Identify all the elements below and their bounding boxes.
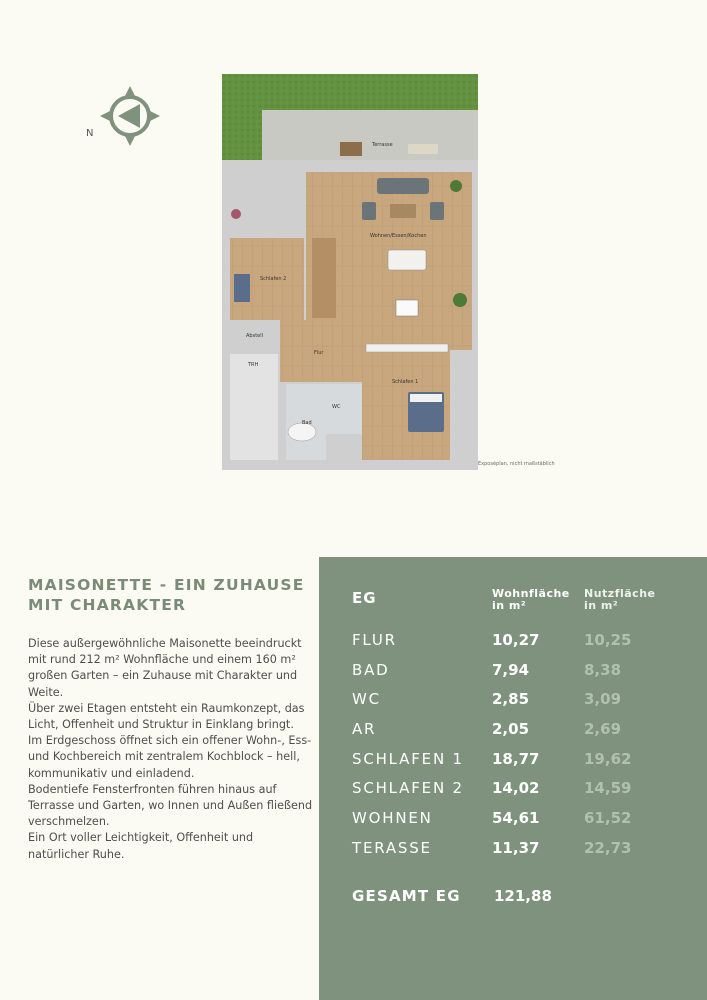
stairwell xyxy=(230,354,278,460)
room-name: TERASSE xyxy=(352,838,432,857)
floor-plan xyxy=(222,74,488,470)
description-paragraph: Ein Ort voller Leichtigkeit, Offenheit und natürlicher Ruhe. xyxy=(28,831,254,861)
floor-label: EG xyxy=(352,589,377,607)
nutzflaeche-value: 10,25 xyxy=(584,631,632,649)
room-name: AR xyxy=(352,720,377,739)
wohnflaeche-value: 14,02 xyxy=(492,779,540,798)
column-header-nutzflaeche: Nutzfläche in m² xyxy=(584,587,656,612)
nutzflaeche-value: 8,38 xyxy=(584,660,622,679)
nutzflaeche-value: 14,59 xyxy=(584,779,632,798)
area-table xyxy=(352,631,692,869)
area-table-panel xyxy=(319,557,707,1000)
table-row xyxy=(352,631,692,661)
room-label-wc: WC xyxy=(332,404,341,410)
room-label-bad: Bad xyxy=(302,420,312,426)
wohnflaeche-value: 10,27 xyxy=(492,631,540,649)
room-name: SCHLAFEN 1 xyxy=(352,749,464,768)
description-paragraph: Bodentiefe Fensterfronten führen hinaus auf Terrasse und Garten, wo Innen und Außen fließend verschmelzen. xyxy=(28,782,313,829)
nutzflaeche-value: 61,52 xyxy=(584,809,632,828)
table-row xyxy=(352,661,692,691)
room-name: BAD xyxy=(352,660,390,679)
room-name: SCHLAFEN 2 xyxy=(352,779,464,798)
staircase xyxy=(312,238,336,318)
nutzflaeche-value: 22,73 xyxy=(584,838,632,857)
room-label-terrasse: Terrasse xyxy=(372,142,393,148)
room-name: WOHNEN xyxy=(352,809,433,828)
description xyxy=(28,636,313,863)
room-label-schlafen2: Schlafen 2 xyxy=(260,276,287,282)
table-row xyxy=(352,779,692,809)
room-label-wohnen: Wohnen/Essen/Kochen xyxy=(370,233,427,239)
wohnflaeche-value: 2,05 xyxy=(492,720,530,739)
column-header-wohnflaeche: Wohnfläche in m² xyxy=(492,587,570,612)
wohnflaeche-value: 18,77 xyxy=(492,749,540,768)
total-value: 121,88 xyxy=(494,887,552,905)
table-row xyxy=(352,839,692,869)
compass-north-label: N xyxy=(86,128,94,139)
wohnflaeche-value: 7,94 xyxy=(492,660,530,679)
description-paragraph: Diese außergewöhnliche Maisonette beeindruckt mit rund 212 m² Wohnfläche und einem 160 m² großen Garten – ein Zuhause mit Charakter und Weite. xyxy=(28,637,302,699)
description-paragraph: Über zwei Etagen entsteht ein Raumkonzept, das Licht, Offenheit und Struktur in Einklang bringt. xyxy=(28,701,305,732)
table-row xyxy=(352,750,692,780)
total-label: GESAMT EG xyxy=(352,887,461,905)
nutzflaeche-value: 3,09 xyxy=(584,690,622,709)
plan-caption: Exposéplan, nicht maßstäblich xyxy=(478,461,555,467)
table-row xyxy=(352,720,692,750)
room-label-abstell: Abstell xyxy=(246,333,264,339)
room-label-schlafen1: Schlafen 1 xyxy=(392,379,419,385)
nutzflaeche-value: 2,69 xyxy=(584,720,622,739)
description-paragraph: Im Erdgeschoss öffnet sich ein offener Wohn-, Ess- und Kochbereich mit zentralem Kochblock – hell, kommunikativ und einladend. xyxy=(28,734,312,780)
room-name: WC xyxy=(352,690,381,709)
wohnflaeche-value: 54,61 xyxy=(492,809,540,828)
compass-icon xyxy=(84,86,174,146)
table-row xyxy=(352,690,692,720)
nutzflaeche-value: 19,62 xyxy=(584,749,632,768)
wohnflaeche-value: 11,37 xyxy=(492,838,540,857)
wohnflaeche-value: 2,85 xyxy=(492,690,530,709)
room-label-flur: Flur xyxy=(314,350,324,356)
page-title: MAISONETTE - EIN ZUHAUSE MIT CHARAKTER xyxy=(28,576,305,614)
room-name: FLUR xyxy=(352,631,397,649)
room-label-trh: TRH xyxy=(248,362,259,368)
table-row xyxy=(352,809,692,839)
